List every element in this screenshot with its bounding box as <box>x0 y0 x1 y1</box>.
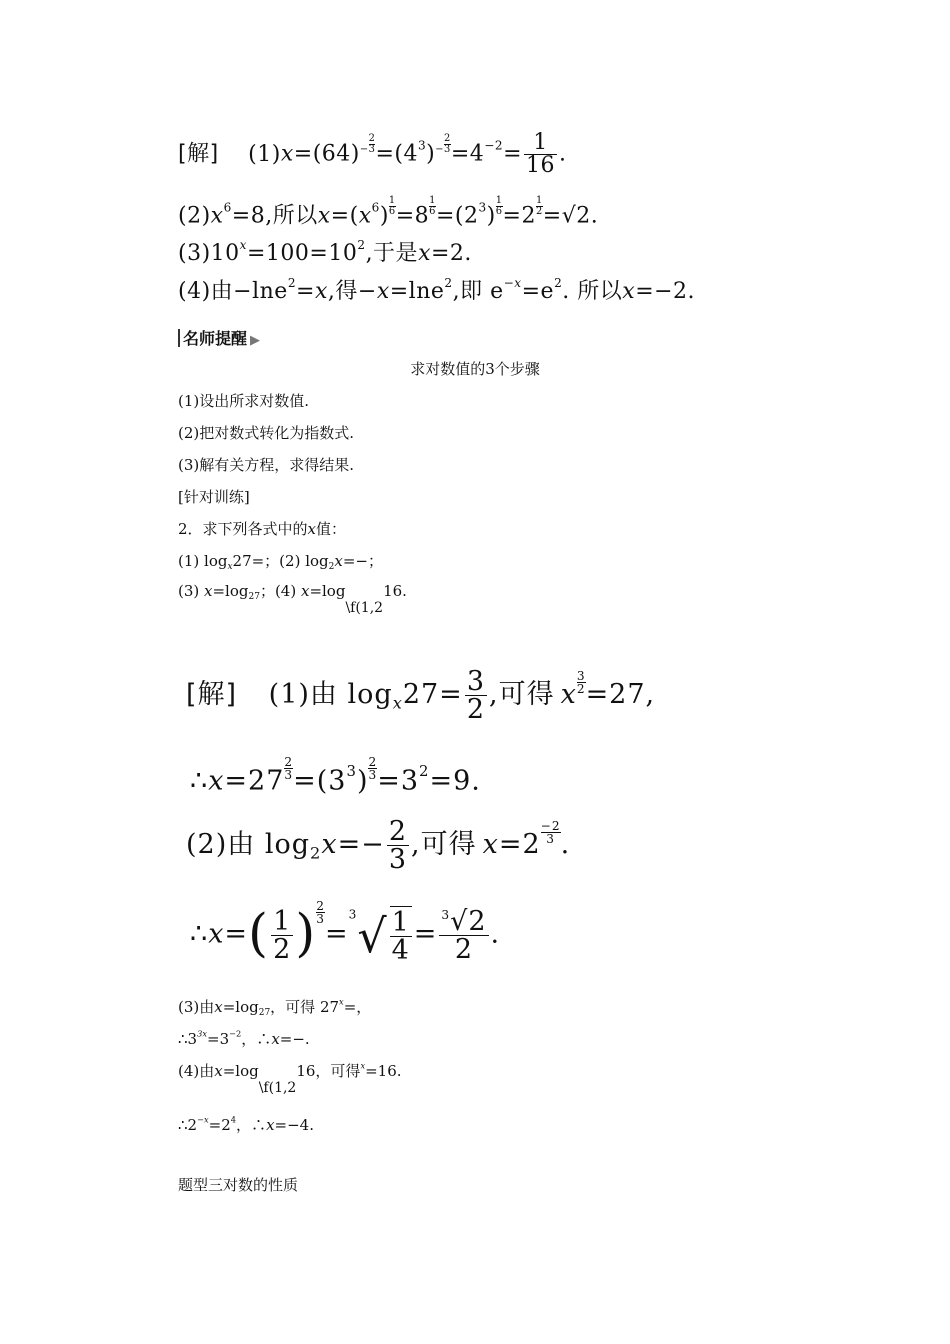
tip-subheading: 求对数值的3个步骤 <box>410 360 540 378</box>
solution2-line1: [解] (1)由 $\log_x27=$ $\frac{3}{2}$ ,可得 x $\frac{3}{2}$ =27, <box>186 666 656 725</box>
solution-label: [解] <box>178 141 219 167</box>
solution3-line4: $\therefore 2^{-x}=2^4$，∴x=−4. <box>178 1114 314 1134</box>
solution2-line2: ∴x=27 $\frac{2}{3}$ $=(3^3)$ $\frac{2}{3}$ $=3^2=9$. <box>190 755 481 797</box>
solution1-line2: $(2)x^6=8$,所以$x=(x^6)$ $\frac{1}{6}$ =8 $\frac{1}{6}$ $=(2^3)$ $\frac{1}{6}$ =2 $\frac{1}{2}$ =√2. <box>178 195 599 229</box>
tip-heading-bar <box>178 326 260 349</box>
solution2-line4: ∴x=( $\frac{1}{2}$ ) $\frac{2}{3}$ =$^3$√ $\frac{1}{4}$ = $\frac{^3√2}{2}$ . <box>190 899 501 967</box>
tip-step: (3)解有关方程，求得结果. <box>178 456 355 474</box>
solution1-line1: [解] (1)x=(64)− $\frac{2}{3}$ $=(4^3)-$ $\frac{2}{3}$ $=4^{-2}=$ $\frac{1}{16}$ . <box>178 130 567 178</box>
section-heading: 题型三对数的性质 <box>178 1176 299 1194</box>
solution3-line3: (4)由x=log\f(1,216，可得$^x$=16. <box>178 1060 402 1096</box>
play-arrow-icon: ▶ <box>250 333 261 348</box>
training-question: 2．求下列各式中的x值： <box>178 520 347 538</box>
solution2-line3: (2)由 $\log_2x=-$ $\frac{2}{3}$ ,可得 x=2 $\frac{-2}{3}$ . <box>186 816 571 875</box>
solution1-line3: $(3)10^x=100=10^2$,于是x=2. <box>178 238 472 266</box>
solution3-line2: $\therefore 3^{3x}=3^{-2}$，∴x=−. <box>178 1028 310 1048</box>
tip-step: (1)设出所求对数值. <box>178 392 310 410</box>
solution3-line1: (3)由$x=\log_{27}$，可得 $27^x=$， <box>178 996 372 1019</box>
training-label: [针对训练] <box>178 488 250 506</box>
tip-title: 名师提醒 <box>183 329 248 348</box>
solution-label: [解] <box>186 679 238 710</box>
solution1-line4: (4)由−lne$^2$=x,得−x=lne$^2$,即 $e^{-x}=e^2$. 所以x=−2. <box>178 276 696 304</box>
divider <box>178 329 180 347</box>
training-items-1: (1) $\log_x27=$；(2) $\log_2x=-$； <box>178 552 383 573</box>
tip-step: (2)把对数式转化为指数式. <box>178 424 355 442</box>
training-items-2: (3) $x=\log_{27}$；(4) x=log\f(1,216. <box>178 582 407 616</box>
fraction: $\frac{1}{16}$ <box>526 130 556 178</box>
